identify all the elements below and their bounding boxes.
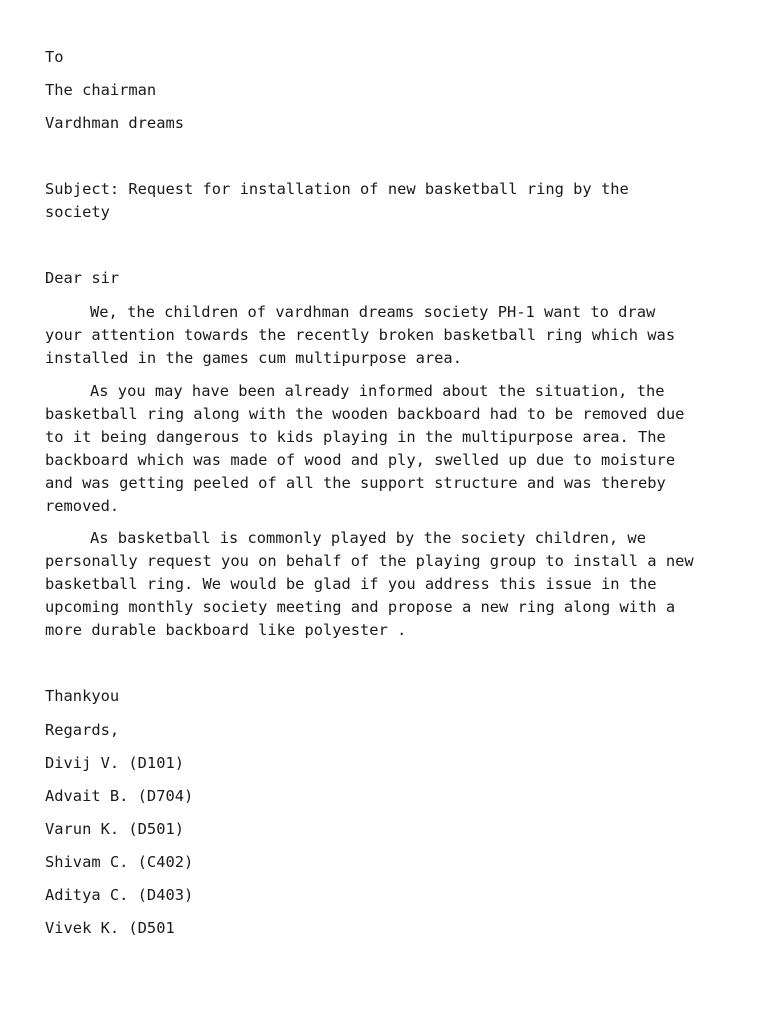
paragraph-line: installed in the games cum multipurpose area. — [45, 349, 462, 367]
paragraph-line: removed. — [45, 497, 120, 515]
salutation: Dear sir — [45, 269, 120, 287]
organization-line: Vardhman dreams — [45, 114, 184, 132]
recipient-line: The chairman — [45, 81, 157, 99]
paragraph-line: to it being dangerous to kids playing in the multipurpose area. The — [45, 428, 666, 446]
subject-line: Subject: Request for installation of new basketball ring by the — [45, 180, 629, 198]
signatory: Aditya C. (D403) — [45, 886, 194, 904]
paragraph-line: personally request you on behalf of the playing group to install a new — [45, 552, 694, 570]
signatory: Divij V. (D101) — [45, 754, 184, 772]
paragraph-line: backboard which was made of wood and ply, swelled up due to moisture — [45, 451, 676, 469]
paragraph-line: more durable backboard like polyester . — [45, 621, 407, 639]
subject-line: society — [45, 203, 110, 221]
paragraph-line: basketball ring along with the wooden backboard had to be removed due — [45, 405, 685, 423]
paragraph-line: We, the children of vardhman dreams society PH-1 want to draw — [90, 303, 656, 321]
paragraph-line: As you may have been already informed about the situation, the — [90, 382, 665, 400]
regards: Regards, — [45, 721, 120, 739]
paragraph-line: your attention towards the recently broken basketball ring which was — [45, 326, 676, 344]
paragraph-line: and was getting peeled of all the support structure and was thereby — [45, 474, 666, 492]
paragraph-line: As basketball is commonly played by the society children, we — [90, 529, 646, 547]
subject — [45, 178, 735, 224]
signatory: Shivam C. (C402) — [45, 853, 194, 871]
signatory: Advait B. (D704) — [45, 787, 194, 805]
signatory: Vivek K. (D501 — [45, 919, 175, 937]
body-paragraph-3 — [45, 527, 735, 642]
body-paragraph-1 — [45, 301, 735, 370]
to-line: To — [45, 48, 64, 66]
paragraph-line: upcoming monthly society meeting and propose a new ring along with a — [45, 598, 676, 616]
paragraph-line: basketball ring. We would be glad if you address this issue in the — [45, 575, 657, 593]
closing: Thankyou — [45, 687, 120, 705]
body-paragraph-2 — [45, 380, 735, 518]
signatory: Varun K. (D501) — [45, 820, 184, 838]
